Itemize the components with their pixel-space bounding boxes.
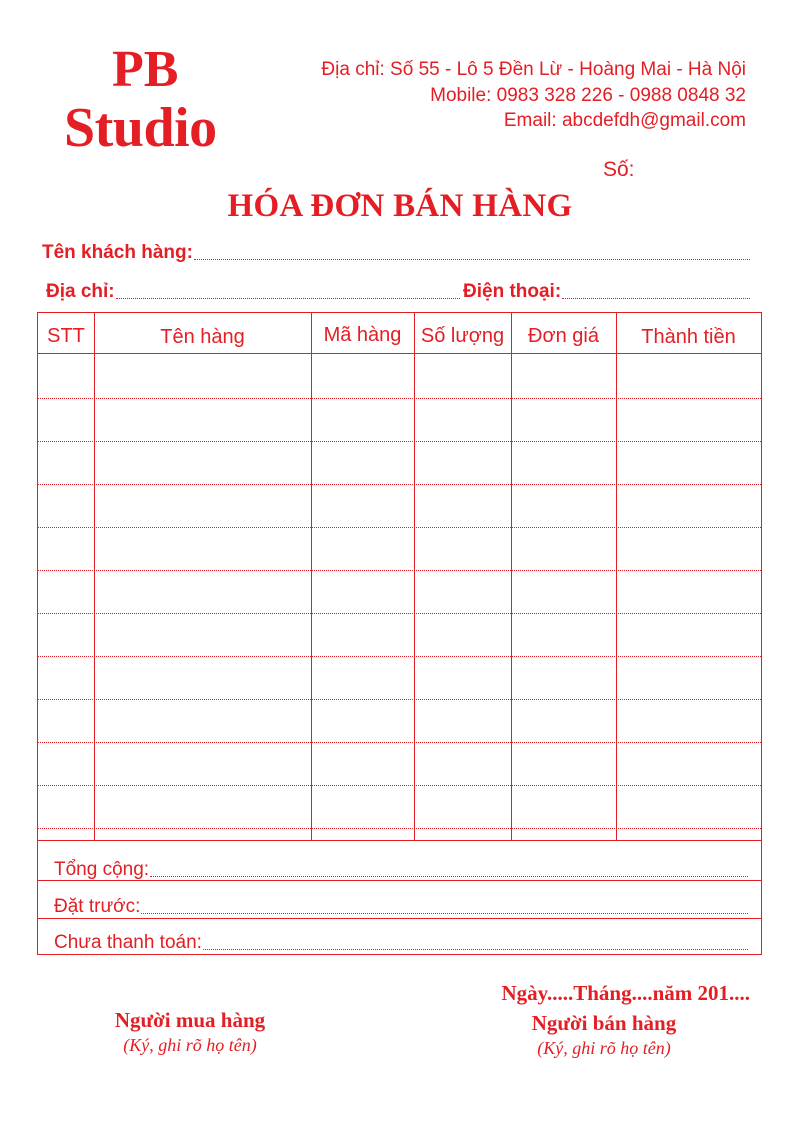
totals-divider bbox=[38, 880, 761, 881]
item-row-line bbox=[38, 398, 761, 399]
customer-name-label: Tên khách hàng: bbox=[42, 242, 193, 263]
unpaid-dotline bbox=[203, 948, 748, 950]
column-divider bbox=[94, 313, 95, 840]
totals-divider bbox=[38, 918, 761, 919]
total-field[interactable] bbox=[54, 859, 748, 881]
customer-name-field[interactable] bbox=[42, 242, 750, 264]
column-divider bbox=[616, 313, 617, 840]
seller-label: Người bán hàng bbox=[531, 1011, 677, 1035]
invoice-title: HÓA ĐƠN BÁN HÀNG bbox=[227, 188, 573, 224]
customer-phone-dotline bbox=[562, 297, 750, 299]
invoice-number-label: Số: bbox=[603, 158, 635, 181]
contact-mobile: Mobile: 0983 328 226 - 0988 0848 32 bbox=[430, 85, 746, 106]
item-row-line bbox=[38, 699, 761, 700]
header-don-gia: Đơn giá bbox=[528, 325, 599, 347]
invoice-table bbox=[37, 312, 762, 955]
buyer-label: Người mua hàng bbox=[114, 1008, 266, 1032]
item-row-line bbox=[38, 742, 761, 743]
customer-phone-label: Điện thoại: bbox=[463, 281, 562, 302]
seller-hint: (Ký, ghi rõ họ tên) bbox=[537, 1038, 671, 1058]
seller-signature bbox=[504, 1011, 704, 1059]
customer-address-dotline bbox=[116, 297, 460, 299]
item-row-line bbox=[38, 527, 761, 528]
item-row-line bbox=[38, 570, 761, 571]
item-row-line bbox=[38, 484, 761, 485]
header-ma-hang: Mã hàng bbox=[323, 324, 402, 346]
column-divider bbox=[311, 313, 312, 840]
contact-address: Địa chỉ: Số 55 - Lô 5 Đền Lừ - Hoàng Mai - Hà Nội bbox=[321, 59, 746, 80]
item-row-line bbox=[38, 785, 761, 786]
header-thanh-tien: Thành tiền bbox=[641, 326, 736, 348]
buyer-signature bbox=[90, 1008, 290, 1056]
item-row-line bbox=[38, 828, 761, 829]
header-divider bbox=[38, 353, 761, 354]
header-stt: STT bbox=[47, 325, 85, 347]
deposit-label: Đặt trước: bbox=[54, 896, 141, 917]
logo-studio: Studio bbox=[64, 97, 217, 159]
contact-email: Email: abcdefdh@gmail.com bbox=[503, 110, 746, 131]
header-so-luong: Số lượng bbox=[420, 325, 505, 347]
unpaid-label: Chưa thanh toán: bbox=[54, 932, 202, 953]
customer-address-field[interactable] bbox=[46, 281, 460, 303]
customer-name-dotline bbox=[194, 258, 750, 260]
total-label: Tổng cộng: bbox=[54, 859, 150, 880]
items-bottom-border bbox=[38, 840, 761, 841]
column-divider bbox=[511, 313, 512, 840]
deposit-dotline bbox=[141, 912, 748, 914]
deposit-field[interactable] bbox=[54, 896, 748, 918]
customer-phone-field[interactable] bbox=[463, 281, 750, 303]
buyer-hint: (Ký, ghi rõ họ tên) bbox=[123, 1035, 257, 1055]
customer-address-label: Địa chỉ: bbox=[46, 281, 115, 302]
header-ten-hang: Tên hàng bbox=[160, 326, 245, 348]
unpaid-field[interactable] bbox=[54, 932, 748, 954]
item-row-line bbox=[38, 441, 761, 442]
total-dotline bbox=[150, 875, 748, 877]
column-divider bbox=[414, 313, 415, 840]
date-line: Ngày.....Tháng....năm 201.... bbox=[501, 981, 750, 1005]
item-row-line bbox=[38, 656, 761, 657]
item-row-line bbox=[38, 613, 761, 614]
logo-pb: PB bbox=[112, 41, 179, 98]
